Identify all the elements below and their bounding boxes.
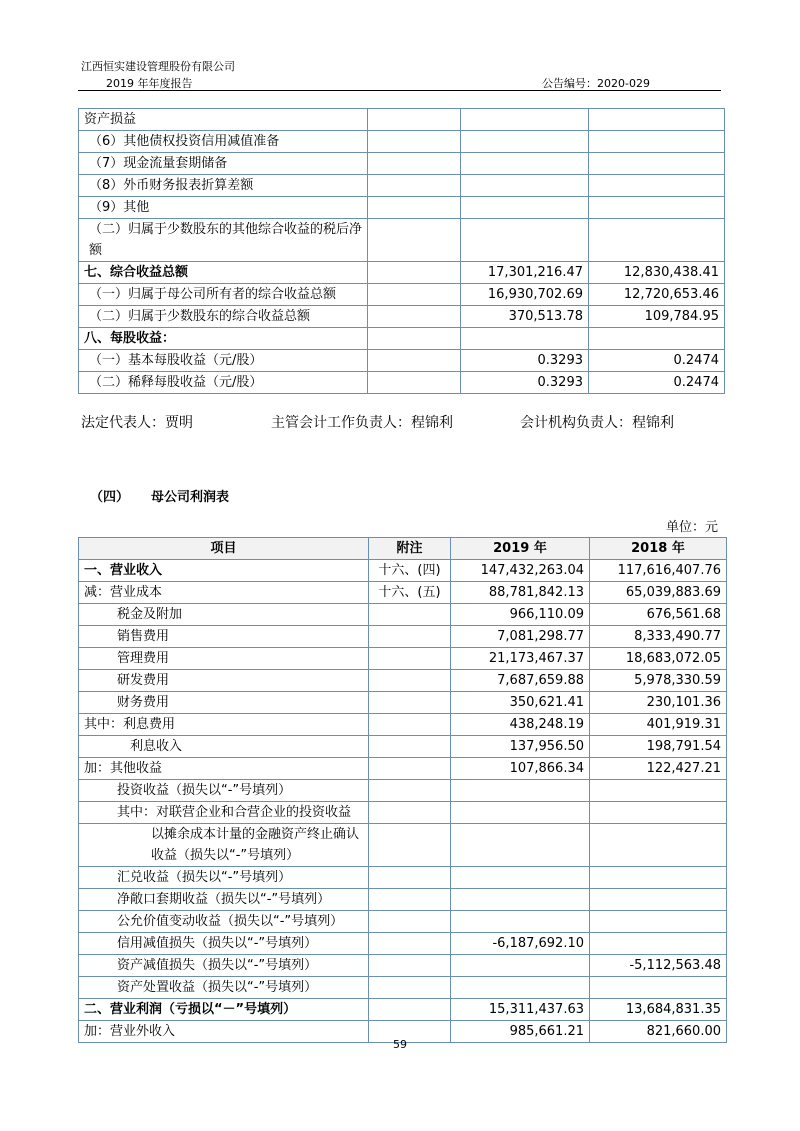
row-note <box>368 262 461 284</box>
row-item: 七、综合收益总额 <box>79 262 368 284</box>
row-item: 公允价值变动收益（损失以“-”号填列） <box>79 911 369 933</box>
row-item: 财务费用 <box>79 692 369 714</box>
row-2018 <box>589 219 725 262</box>
table-row <box>79 758 727 780</box>
row-note <box>369 758 451 780</box>
row-item: （一）基本每股收益（元/股） <box>79 350 368 372</box>
row-2018: 117,616,407.76 <box>590 560 727 582</box>
row-2019: 350,621.41 <box>451 692 590 714</box>
section-title: 母公司利润表 <box>151 490 230 505</box>
row-2019 <box>451 780 590 802</box>
row-item: （二）稀释每股收益（元/股） <box>79 372 368 394</box>
row-note <box>369 670 451 692</box>
row-item: （二）归属于少数股东的其他综合收益的税后净额 <box>79 219 368 262</box>
row-item: 研发费用 <box>79 670 369 692</box>
row-2018 <box>589 175 725 197</box>
row-2018: 122,427.21 <box>590 758 727 780</box>
row-2019 <box>461 197 589 219</box>
row-note <box>369 780 451 802</box>
table-row <box>79 582 727 604</box>
row-2018: 8,333,490.77 <box>590 626 727 648</box>
row-2019: 7,687,659.88 <box>451 670 590 692</box>
row-2019: 16,930,702.69 <box>461 284 589 306</box>
table-row <box>79 131 725 153</box>
row-item: （二）归属于少数股东的综合收益总额 <box>79 306 368 328</box>
company-name: 江西恒实建设管理股份有限公司 <box>81 60 235 73</box>
row-2018 <box>590 977 727 999</box>
row-2018: 13,684,831.35 <box>590 999 727 1021</box>
row-item: 利息收入 <box>79 736 369 758</box>
table-row <box>79 219 725 262</box>
row-2018 <box>589 153 725 175</box>
table-row <box>79 648 727 670</box>
header-item: 项目 <box>79 538 369 560</box>
accounting-institution-head: 会计机构负责人：程锦利 <box>520 415 674 431</box>
row-2018: 198,791.54 <box>590 736 727 758</box>
row-item: 一、营业收入 <box>79 560 369 582</box>
row-2019: 137,956.50 <box>451 736 590 758</box>
table-row <box>79 175 725 197</box>
row-2019 <box>451 911 590 933</box>
row-2019: 438,248.19 <box>451 714 590 736</box>
row-2019 <box>461 131 589 153</box>
row-item: 其中：对联营企业和合营企业的投资收益 <box>79 802 369 824</box>
row-item: 加：营业外收入 <box>79 1021 369 1043</box>
row-note <box>369 626 451 648</box>
row-note <box>368 372 461 394</box>
row-item: 汇兑收益（损失以“-”号填列） <box>79 867 369 889</box>
table-row <box>79 560 727 582</box>
table-row <box>79 284 725 306</box>
unit-label: 单位：元 <box>665 520 718 535</box>
row-2018 <box>590 780 727 802</box>
table-row <box>79 714 727 736</box>
parent-income-statement-table <box>78 537 727 1043</box>
row-note: 十六、(五) <box>369 582 451 604</box>
row-note <box>369 889 451 911</box>
row-2019 <box>451 977 590 999</box>
row-2018: 12,830,438.41 <box>589 262 725 284</box>
row-note: 十六、(四) <box>369 560 451 582</box>
header-divider <box>78 90 721 91</box>
row-2018 <box>590 889 727 911</box>
row-note <box>369 824 451 867</box>
row-item: 以摊余成本计量的金融资产终止确认收益（损失以“-”号填列） <box>79 824 369 867</box>
row-2018 <box>590 802 727 824</box>
row-2018: 12,720,653.46 <box>589 284 725 306</box>
row-2018: 65,039,883.69 <box>590 582 727 604</box>
row-2018: 230,101.36 <box>590 692 727 714</box>
row-item: 信用减值损失（损失以“-”号填列） <box>79 933 369 955</box>
row-2018 <box>590 911 727 933</box>
section-heading <box>90 486 251 505</box>
table-row <box>79 692 727 714</box>
row-2018: -5,112,563.48 <box>590 955 727 977</box>
row-item: 其中：利息费用 <box>79 714 369 736</box>
table-row <box>79 604 727 626</box>
row-note <box>369 714 451 736</box>
row-2019 <box>461 109 589 131</box>
table-row <box>79 197 725 219</box>
row-2018: 109,784.95 <box>589 306 725 328</box>
row-item: 净敞口套期收益（损失以“-”号填列） <box>79 889 369 911</box>
table-row <box>79 867 727 889</box>
table-row <box>79 306 725 328</box>
row-2019: 15,311,437.63 <box>451 999 590 1021</box>
table-row <box>79 153 725 175</box>
table-row <box>79 328 725 350</box>
table-row <box>79 889 727 911</box>
table-row <box>79 999 727 1021</box>
row-2019: 0.3293 <box>461 350 589 372</box>
row-2018: 401,919.31 <box>590 714 727 736</box>
row-note <box>368 219 461 262</box>
row-item: （9）其他 <box>79 197 368 219</box>
row-item: 销售费用 <box>79 626 369 648</box>
header-2018: 2018 年 <box>590 538 727 560</box>
section-number: （四） <box>90 490 130 505</box>
row-item: 八、每股收益： <box>79 328 368 350</box>
row-2018 <box>589 197 725 219</box>
row-2019 <box>451 802 590 824</box>
row-2018 <box>590 933 727 955</box>
table-row <box>79 372 725 394</box>
row-2019: 21,173,467.37 <box>451 648 590 670</box>
row-2018 <box>589 131 725 153</box>
row-2019: 17,301,216.47 <box>461 262 589 284</box>
row-2019: 147,432,263.04 <box>451 560 590 582</box>
row-2019 <box>461 219 589 262</box>
row-note <box>369 999 451 1021</box>
row-2018: 676,561.68 <box>590 604 727 626</box>
row-note <box>368 328 461 350</box>
row-note <box>368 350 461 372</box>
row-2019 <box>461 328 589 350</box>
row-2018: 5,978,330.59 <box>590 670 727 692</box>
table-row <box>79 626 727 648</box>
table-header-row <box>79 538 727 560</box>
row-note <box>368 175 461 197</box>
row-item: 资产减值损失（损失以“-”号填列） <box>79 955 369 977</box>
row-note <box>369 867 451 889</box>
row-2019: 0.3293 <box>461 372 589 394</box>
header-note: 附注 <box>369 538 451 560</box>
row-2019: 107,866.34 <box>451 758 590 780</box>
row-note <box>368 153 461 175</box>
row-2019: -6,187,692.10 <box>451 933 590 955</box>
row-2018 <box>590 824 727 867</box>
row-2018: 821,660.00 <box>590 1021 727 1043</box>
row-2019 <box>451 889 590 911</box>
table-row <box>79 109 725 131</box>
row-2019 <box>451 867 590 889</box>
table-row <box>79 911 727 933</box>
report-title: 2019 年年度报告 <box>106 77 193 90</box>
header-2019: 2019 年 <box>451 538 590 560</box>
row-2019: 966,110.09 <box>451 604 590 626</box>
legal-representative: 法定代表人：贾明 <box>81 415 193 431</box>
row-2018 <box>590 867 727 889</box>
row-item: 税金及附加 <box>79 604 369 626</box>
row-note <box>369 604 451 626</box>
accounting-supervisor: 主管会计工作负责人：程锦利 <box>271 415 453 431</box>
table-row <box>79 977 727 999</box>
row-item: 加：其他收益 <box>79 758 369 780</box>
row-item: （8）外币财务报表折算差额 <box>79 175 368 197</box>
row-note <box>368 109 461 131</box>
row-note <box>369 955 451 977</box>
announcement-code: 公告编号：2020-029 <box>542 77 650 90</box>
row-2019 <box>461 153 589 175</box>
row-note <box>368 284 461 306</box>
row-item: 投资收益（损失以“-”号填列） <box>79 780 369 802</box>
row-item: （一）归属于母公司所有者的综合收益总额 <box>79 284 368 306</box>
row-note <box>368 197 461 219</box>
row-note <box>369 802 451 824</box>
row-note <box>368 131 461 153</box>
row-item: （7）现金流量套期储备 <box>79 153 368 175</box>
table-row <box>79 670 727 692</box>
row-item: 管理费用 <box>79 648 369 670</box>
table-row <box>79 955 727 977</box>
row-item: 减：营业成本 <box>79 582 369 604</box>
table-row <box>79 350 725 372</box>
row-note <box>369 911 451 933</box>
row-note <box>368 306 461 328</box>
row-2018 <box>589 328 725 350</box>
table-row <box>79 262 725 284</box>
table-row <box>79 824 727 867</box>
row-note <box>369 648 451 670</box>
row-note <box>369 736 451 758</box>
page-number: 59 <box>393 1038 407 1051</box>
row-item: 资产损益 <box>79 109 368 131</box>
table-row <box>79 802 727 824</box>
row-2019: 88,781,842.13 <box>451 582 590 604</box>
row-2018: 0.2474 <box>589 350 725 372</box>
table-row <box>79 736 727 758</box>
row-note <box>369 933 451 955</box>
row-2019: 7,081,298.77 <box>451 626 590 648</box>
consolidated-income-continued-table <box>78 108 725 394</box>
row-note <box>369 977 451 999</box>
row-2019 <box>451 824 590 867</box>
row-2019: 985,661.21 <box>451 1021 590 1043</box>
row-2018: 18,683,072.05 <box>590 648 727 670</box>
row-2019: 370,513.78 <box>461 306 589 328</box>
table-row <box>79 780 727 802</box>
row-2018: 0.2474 <box>589 372 725 394</box>
row-item: （6）其他债权投资信用减值准备 <box>79 131 368 153</box>
row-note <box>369 692 451 714</box>
row-2018 <box>589 109 725 131</box>
row-2019 <box>451 955 590 977</box>
table-row <box>79 933 727 955</box>
row-item: 二、营业利润（亏损以“－”号填列） <box>79 999 369 1021</box>
row-2019 <box>461 175 589 197</box>
row-item: 资产处置收益（损失以“-”号填列） <box>79 977 369 999</box>
